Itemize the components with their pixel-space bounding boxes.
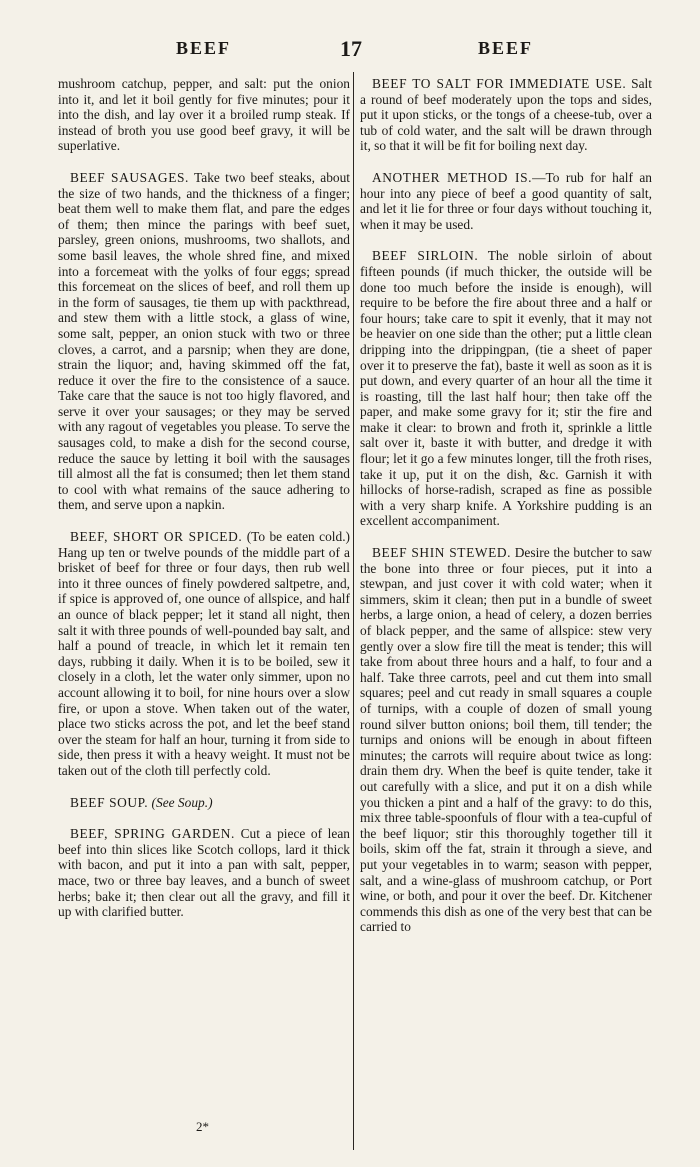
running-head-right: BEEF [478, 38, 534, 58]
entry-text: Desire the butcher to saw the bone into three or four pieces, put it into a stewpan, and just cover it with cold water; when it simmers, skim it clean; then put in a bundle of sweet herbs, a large onion, a head of celery, a dozen berries of black pepper, and the same of allspice: stew very gently over a slow fire till the meat is tender; this will take from about three hours and a half, to four and a half. Take three carrots, peel and cut them into small squares; peel and cut ready in small squares a couple of turnips, with a couple of dozen of small young round silver button onions; boil them, till tender; the turnips and onions will be enough in about fifteen minutes; the carrots will require about twice as long: drain them dry. When the beef is quite tender, take it out carefully with a slice, and put it on a dish while you thicken a pint and a half of the gravy: to do this, mix three table-spoonfuls of flour with a tea-cupful of the beef liquor; stir this thoroughly together till it boils, skim off the fat, strain it through a sieve, and put your vegetables in to warm; season with pepper, salt, and a wine-glass of mushroom catchup, or Port wine, or both, and pour it over the beef. Dr. Kitchener commends this dish as one of the very best that can be carried to [360, 545, 652, 935]
entry-paragraph [360, 248, 652, 529]
entry-heading: BEEF, SPRING GARDEN. [70, 826, 235, 842]
entry-text: Cut a piece of lean beef into thin slices like Scotch collops, lard it thick with bacon, and put it into a pan with salt, pepper, mace, two or three bay leaves, and a bunch of sweet herbs; bake it; then clear out all the gravy, and fill it up with clarified butter. [58, 826, 350, 920]
entry-paragraph [360, 170, 652, 232]
entry-heading: BEEF SAUSAGES. [70, 169, 189, 185]
running-head-left: BEEF [176, 38, 232, 58]
entry-paragraph [58, 170, 350, 513]
left-column [58, 76, 350, 936]
entry-text: mushroom catchup, pepper, and salt: put the onion into it, and let it boil gently for five minutes; pour it into the dish, and lay over it a broiled rump steak. If instead of broth you use good beef gravy, it will be superlative. [58, 76, 350, 154]
entry-text: Take two beef steaks, about the size of two hands, and the thickness of a finger; beat them well to make them flat, and pare the edges of them; then mince the parings with beef suet, parsley, green onions, mushrooms, two shallots, and some basil leaves, the whole shred fine, and mixed into a forcemeat with the yolks of four eggs; spread this forcemeat on the slices of beef, and roll them up in the form of sausages, tie them up with packthread, and stew them with a little stock, a glass of wine, some salt, pepper, an onion stuck with two or three cloves, a carrot, and a parsnip; when they are done, strain the liquor; and, having skimmed off the fat, reduce it over the fire to the consistence of a sauce. Take care that the sauce is not too higly flavored, and serve it over your sausages; or they may be served with any ragout of vegetables you please. To serve the sausages cold, to make a dish for the second course, reduce the sauce by letting it boil with the sausages till almost all the fat is consumed; then let them stand to cool with what remains of the sauce adhering to them, and serve upon a napkin. [58, 169, 350, 513]
entry-paragraph [58, 826, 350, 920]
entry-heading: ANOTHER METHOD IS. [372, 169, 533, 185]
entry-paragraph [58, 529, 350, 779]
entry-text: The noble sirloin of about fifteen pounds (if much thicker, the outside will be done too much before the inside is enough), will require to be before the fire about three and a half or four hours; take care to spit it evenly, that it may not be heavier on one side than the other; put a little clean dripping into the drippingpan, (tie a sheet of paper over it to preserve the fat), baste it well as soon as it is put down, and every quarter of an hour all the time it is roasting, till the last half hour; then take off the paper, and make some gravy for it; stir the fire and make it clear: to brown and froth it, sprinkle a little salt over it, baste it with butter, and dredge it with flour; let it go a few minutes longer, till the froth rises, take it up, put it on the dish, &c. Garnish it with hillocks of horse-radish, scraped as fine as possible with a very sharp knife. A Yorkshire pudding is an excellent accompaniment. [360, 248, 652, 529]
signature-mark: 2* [196, 1119, 209, 1134]
entry-heading: BEEF, SHORT OR SPICED. [70, 529, 243, 545]
entry-text: Salt a round of beef moderately upon the tops and sides, put it upon sticks, or the tongs of a cheese-tub, over a tub of cold water, and the salt will be drawn through it, so that it will be fit for boiling next day. [360, 76, 652, 154]
entry-paragraph [58, 76, 350, 154]
entry-text: (See Soup.) [151, 794, 213, 810]
right-column [360, 76, 652, 951]
column-divider [353, 72, 354, 1150]
entry-heading: BEEF SOUP. [70, 794, 149, 810]
entry-paragraph [360, 76, 652, 154]
entry-paragraph [360, 545, 652, 935]
entry-heading: BEEF SIRLOIN. [372, 248, 479, 264]
entry-paragraph [58, 795, 350, 811]
entry-text: —To rub for half an hour into any piece of beef a good quantity of salt, and let it lie for three or four days without touching it, when it may be used. [360, 169, 652, 232]
entry-heading: BEEF SHIN STEWED. [372, 545, 512, 561]
running-head [58, 38, 648, 62]
page-number: 17 [340, 36, 362, 61]
entry-text: (To be eaten cold.) Hang up ten or twelve pounds of the middle part of a brisket of beef for three or four days, then rub well into it three ounces of finely powdered saltpetre, and, if spice is approved of, one ounce of allspice, and half an ounce of black pepper; let it stand all night, then salt it with three pounds of well-pounded bay salt, and half a pound of treacle, in which let it remain ten days, rubbing it daily. When it is to be boiled, sew it closely in a cloth, let the water only simmer, upon no account allowing it to boil, for nine hours over a slow fire, or upon a stove. When taken out of the water, place two sticks across the pot, and let the beef stand over the steam for half an hour, turning it from side to side, then press it with a heavy weight. It must not be taken out of the cloth till perfectly cold. [58, 529, 350, 778]
entry-heading: BEEF TO SALT FOR IMMEDIATE USE. [372, 76, 627, 91]
